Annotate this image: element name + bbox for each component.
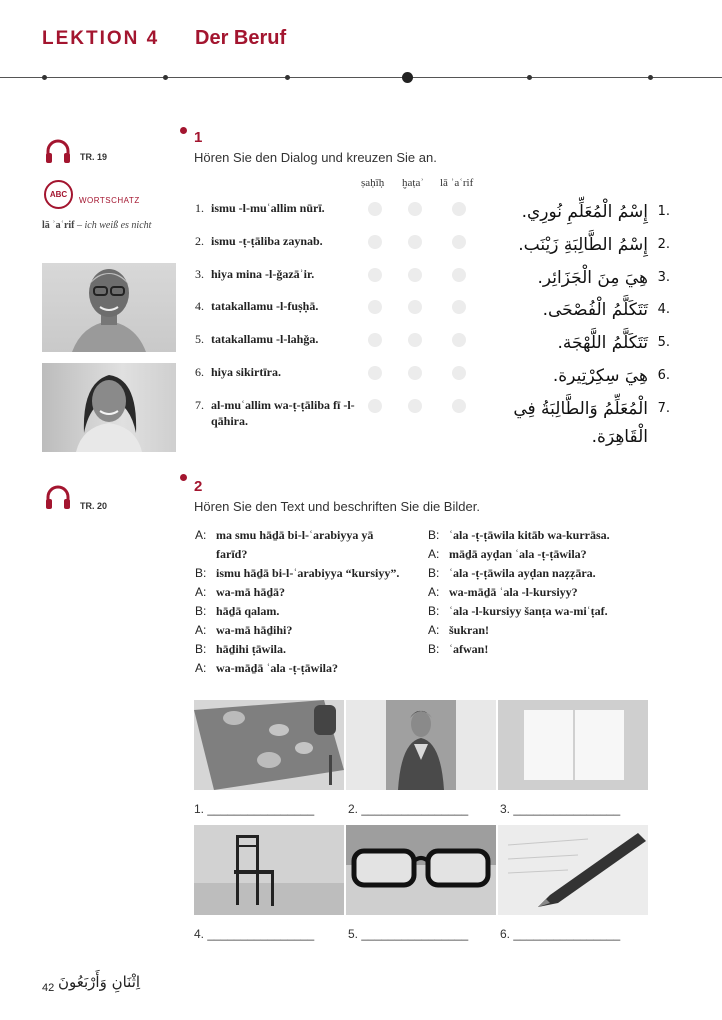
dialog-text: ma smu hāḏā bi-l-ʿarabiyya yā — [216, 528, 374, 542]
speaker-label: B: — [428, 528, 440, 542]
statement-text: tatakallamu -l-fuṣḥā. — [211, 299, 319, 313]
statement-number: 5. — [195, 332, 204, 346]
answer-sahih-radio[interactable] — [368, 202, 382, 216]
glasses-picture — [346, 825, 496, 915]
answer-la-arif-radio[interactable] — [452, 399, 466, 413]
statement-number: 1. — [195, 201, 204, 215]
dialog-text: ʿala -ṭ-ṭāwila kitāb wa-kurrāsa. — [449, 528, 610, 542]
speaker-label: B: — [195, 604, 207, 618]
dialog-text: ʿala -ṭ-ṭāwila ayḍan naẓẓāra. — [449, 566, 596, 580]
speaker-label: A: — [428, 623, 440, 637]
speaker-label: A: — [428, 585, 440, 599]
dialog-text: ʿafwan! — [449, 642, 489, 656]
speaker-label: B: — [428, 642, 440, 656]
rule-dot — [285, 75, 290, 80]
pen-picture — [498, 825, 648, 915]
chapter-title: Der Beruf — [195, 27, 287, 49]
exercise-marker — [180, 474, 187, 481]
dialog-text: māḏā ayḍan ʿala -ṭ-ṭāwila? — [449, 547, 587, 561]
dialog-text: wa-mā hāḏihi? — [216, 623, 293, 637]
answer-hata-radio[interactable] — [408, 202, 422, 216]
page-number-arabic: اِثْنَانِ وَأَرْبَعُونَ — [58, 973, 141, 991]
statement-number: 2. — [195, 234, 204, 248]
rule-dot-active — [402, 72, 413, 83]
answer-hata-radio[interactable] — [408, 268, 422, 282]
arabic-statement-number: .7 — [657, 401, 670, 416]
dialog-text: hāḏihi ṭāwila. — [216, 642, 287, 656]
headphones-icon[interactable] — [44, 139, 72, 165]
statement-text: ismu -ṭ-ṭāliba zaynab. — [211, 234, 323, 248]
speaker-label: A: — [195, 623, 207, 637]
rule-dot — [648, 75, 653, 80]
page-number: 42 — [42, 982, 55, 994]
headphones-icon[interactable] — [44, 485, 72, 511]
vocabulary-icon: ABC — [44, 180, 73, 209]
speaker-label: A: — [428, 547, 440, 561]
arabic-statement-number: .3 — [657, 270, 670, 285]
answer-hata-radio[interactable] — [408, 366, 422, 380]
vocabulary-definition: – ich weiß es nicht — [77, 220, 152, 231]
dialog-text: wa-māḏā ʿala -l-kursiyy? — [449, 585, 578, 599]
track-label: TR. 20 — [80, 501, 108, 511]
arabic-statement: هِيَ مِنَ الْجَزَائِر. — [537, 268, 648, 288]
answer-sahih-radio[interactable] — [368, 235, 382, 249]
speaker-label: B: — [428, 604, 440, 618]
rule-dot — [163, 75, 168, 80]
speaker-label: A: — [195, 661, 207, 675]
statement-number: 7. — [195, 398, 204, 412]
exercise-number: 1 — [194, 129, 203, 146]
exercise-number: 2 — [194, 478, 203, 495]
chair-picture — [194, 825, 344, 915]
answer-sahih-radio[interactable] — [368, 333, 382, 347]
column-header-hata: ḫaṭaʾ — [402, 177, 424, 189]
dialog-text: ʿala -l-kursiyy šanṭa wa-miʿṭaf. — [449, 604, 608, 618]
statement-number: 6. — [195, 365, 204, 379]
answer-la-arif-radio[interactable] — [452, 300, 466, 314]
answer-la-arif-radio[interactable] — [452, 366, 466, 380]
arabic-statement: تَتَكَلَّمُ اللَّهْجَة. — [557, 333, 648, 353]
vocabulary-word: lā ʾaʿrif — [42, 220, 75, 231]
answer-la-arif-radio[interactable] — [452, 202, 466, 216]
answer-sahih-radio[interactable] — [368, 366, 382, 380]
arabic-statement-number: .6 — [657, 368, 670, 383]
arabic-statement-number: .4 — [657, 302, 670, 317]
speaker-label: B: — [428, 566, 440, 580]
exercise-instruction: Hören Sie den Dialog und kreuzen Sie an. — [194, 150, 437, 165]
arabic-statement-number: .1 — [657, 204, 670, 219]
exercise-instruction: Hören Sie den Text und beschriften Sie die Bilder. — [194, 499, 480, 514]
answer-hata-radio[interactable] — [408, 235, 422, 249]
statement-text: al-muʿallim wa-ṭ-ṭāliba fī -l-qāhira. — [211, 398, 355, 428]
speaker-label: B: — [195, 566, 207, 580]
statement-text: hiya sikirtīra. — [211, 365, 282, 379]
picture-caption[interactable]: 2. ________________ — [348, 802, 469, 816]
statement-text: ismu -l-muʿallim nūrī. — [211, 201, 325, 215]
teacher-photo — [42, 263, 176, 352]
arabic-statement: تَتَكَلَّمُ الْفُصْحَى. — [542, 300, 648, 320]
track-label: TR. 19 — [80, 152, 108, 162]
speaker-label: A: — [195, 528, 207, 542]
dialog-text: šukran! — [449, 623, 490, 637]
statement-text: tatakallamu -l-lahǧa. — [211, 332, 319, 346]
column-header-sahih: ṣaḥīḥ — [361, 177, 385, 189]
table-picture — [194, 700, 344, 790]
header-rule — [0, 77, 722, 78]
arabic-statement: إِسْمُ الطَّالِبَةِ زَيْنَب. — [518, 235, 648, 255]
answer-la-arif-radio[interactable] — [452, 333, 466, 347]
picture-caption[interactable]: 6. ________________ — [500, 927, 621, 941]
answer-hata-radio[interactable] — [408, 300, 422, 314]
answer-sahih-radio[interactable] — [368, 399, 382, 413]
statement-text: hiya mina -l-ǧazāʾir. — [211, 267, 315, 281]
arabic-statement-number: .5 — [657, 335, 670, 350]
answer-la-arif-radio[interactable] — [452, 235, 466, 249]
answer-sahih-radio[interactable] — [368, 300, 382, 314]
speaker-label: B: — [195, 642, 207, 656]
picture-caption[interactable]: 1. ________________ — [194, 802, 315, 816]
dialog-text: hāḏā qalam. — [216, 604, 280, 618]
answer-la-arif-radio[interactable] — [452, 268, 466, 282]
arabic-statement: هِيَ سِكِرْتِيرة. — [552, 366, 648, 386]
vocabulary-entry — [42, 218, 162, 234]
speaker-label: A: — [195, 585, 207, 599]
dialog-text: farīd? — [216, 547, 248, 561]
picture-caption[interactable]: 4. ________________ — [194, 927, 315, 941]
dialog-text: wa-mā hāḏā? — [216, 585, 286, 599]
picture-caption[interactable]: 3. ________________ — [500, 802, 621, 816]
dialog-text: ismu hāḏā bi-l-ʿarabiyya “kursiyy”. — [216, 566, 400, 580]
answer-hata-radio[interactable] — [408, 399, 422, 413]
column-header-la-arif: lā ʾaʿrif — [440, 177, 474, 189]
rule-dot — [527, 75, 532, 80]
rule-dot — [42, 75, 47, 80]
picture-caption[interactable]: 5. ________________ — [348, 927, 469, 941]
bag-coat-picture — [346, 700, 496, 790]
notebook-picture — [498, 700, 648, 790]
arabic-statement: الْمُعَلِّمُ وَالطَّالِبَةُ فِي الْقَاهِرَة. — [513, 399, 648, 447]
wortschatz-label: WORTSCHATZ — [79, 196, 140, 205]
arabic-statement-number: .2 — [657, 237, 670, 252]
answer-sahih-radio[interactable] — [368, 268, 382, 282]
exercise-marker — [180, 127, 187, 134]
statement-number: 4. — [195, 299, 204, 313]
student-photo — [42, 363, 176, 452]
statement-number: 3. — [195, 267, 204, 281]
lektion-label: LEKTION 4 — [42, 28, 160, 49]
answer-hata-radio[interactable] — [408, 333, 422, 347]
dialog-text: wa-māḏā ʿala -ṭ-ṭāwila? — [216, 661, 338, 675]
arabic-statement: إِسْمُ الْمُعَلِّمِ نُورِي. — [521, 202, 648, 222]
